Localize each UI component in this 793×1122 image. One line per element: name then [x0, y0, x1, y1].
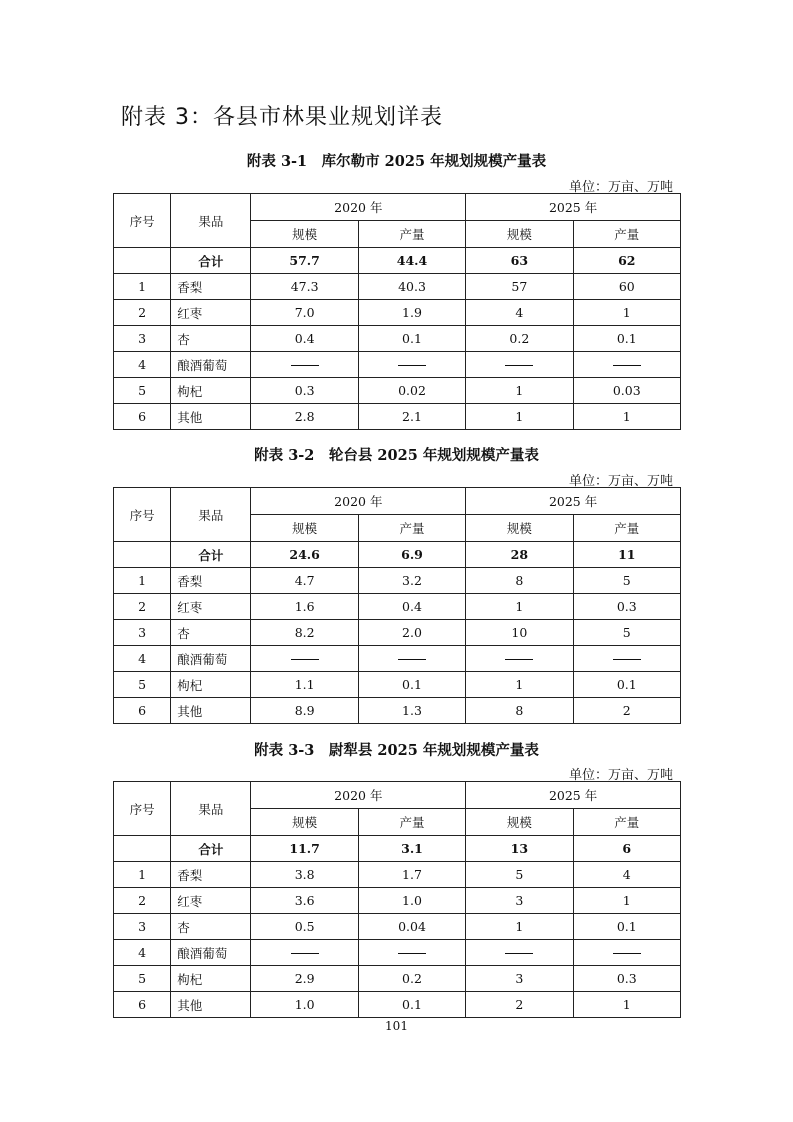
value-cell [573, 352, 680, 378]
seq-cell: 6 [114, 698, 171, 724]
data-table [113, 193, 681, 430]
seq-cell: 6 [114, 404, 171, 430]
table-row [114, 274, 681, 300]
value-cell: 0.1 [573, 672, 680, 698]
value-cell: 7.0 [251, 300, 358, 326]
value-cell: 1 [466, 914, 573, 940]
seq-cell: 5 [114, 672, 171, 698]
table-row [114, 914, 681, 940]
header-row [114, 194, 681, 221]
value-cell: 1 [466, 404, 573, 430]
header-2020: 2020 年 [251, 782, 466, 809]
header-output: 产量 [358, 221, 465, 248]
header-output: 产量 [358, 515, 465, 542]
value-cell: 1 [573, 300, 680, 326]
total-label: 合计 [171, 836, 251, 862]
value-cell: 0.02 [358, 378, 465, 404]
value-cell: 1.0 [358, 888, 465, 914]
value-cell: 1 [573, 992, 680, 1018]
data-table [113, 487, 681, 724]
table-row [114, 646, 681, 672]
fruit-name: 香梨 [171, 274, 251, 300]
value-cell: 2.8 [251, 404, 358, 430]
value-cell: 0.03 [573, 378, 680, 404]
value-cell [466, 646, 573, 672]
empty-dash [613, 365, 641, 366]
value-cell: 4.7 [251, 568, 358, 594]
value-cell: 8 [466, 698, 573, 724]
value-cell: 2 [466, 992, 573, 1018]
empty-dash [398, 365, 426, 366]
header-2025: 2025 年 [466, 488, 681, 515]
seq-cell: 3 [114, 914, 171, 940]
empty-dash [505, 365, 533, 366]
empty-dash [291, 659, 319, 660]
total-cell: 62 [573, 248, 680, 274]
seq-cell: 4 [114, 940, 171, 966]
value-cell: 0.2 [358, 966, 465, 992]
value-cell: 5 [573, 568, 680, 594]
empty-dash [291, 365, 319, 366]
table-row [114, 698, 681, 724]
value-cell: 3 [466, 888, 573, 914]
value-cell: 0.5 [251, 914, 358, 940]
value-cell: 1.1 [251, 672, 358, 698]
empty-dash [398, 659, 426, 660]
seq-cell [114, 836, 171, 862]
value-cell: 0.1 [358, 326, 465, 352]
value-cell: 2.0 [358, 620, 465, 646]
fruit-name: 红枣 [171, 888, 251, 914]
fruit-name: 枸杞 [171, 966, 251, 992]
fruit-name: 香梨 [171, 568, 251, 594]
seq-cell: 1 [114, 274, 171, 300]
seq-cell: 5 [114, 966, 171, 992]
value-cell: 1 [466, 672, 573, 698]
value-cell: 2 [573, 698, 680, 724]
table-row [114, 300, 681, 326]
table-row [114, 352, 681, 378]
fruit-name: 杏 [171, 914, 251, 940]
header-2025: 2025 年 [466, 782, 681, 809]
value-cell [251, 352, 358, 378]
total-cell: 11.7 [251, 836, 358, 862]
seq-cell: 4 [114, 646, 171, 672]
header-seq: 序号 [114, 488, 171, 542]
total-cell: 6 [573, 836, 680, 862]
table-row [114, 992, 681, 1018]
table-title: 附表 3-2 轮台县 2025 年规划规模产量表 [254, 447, 539, 464]
fruit-name: 杏 [171, 326, 251, 352]
total-cell: 28 [466, 542, 573, 568]
seq-cell: 2 [114, 300, 171, 326]
value-cell: 1 [466, 378, 573, 404]
value-cell: 0.1 [358, 992, 465, 1018]
fruit-name: 红枣 [171, 594, 251, 620]
total-cell: 44.4 [358, 248, 465, 274]
unit-label: 单位：万亩、万吨 [568, 180, 673, 195]
total-cell: 63 [466, 248, 573, 274]
table-row [114, 326, 681, 352]
total-row [114, 248, 681, 274]
value-cell [251, 646, 358, 672]
value-cell: 8.9 [251, 698, 358, 724]
value-cell [358, 940, 465, 966]
header-output: 产量 [358, 809, 465, 836]
table-row [114, 620, 681, 646]
total-label: 合计 [171, 542, 251, 568]
fruit-name: 其他 [171, 992, 251, 1018]
header-output: 产量 [573, 221, 680, 248]
value-cell [358, 646, 465, 672]
value-cell: 2.1 [358, 404, 465, 430]
fruit-name: 其他 [171, 404, 251, 430]
header-fruit: 果品 [171, 194, 251, 248]
value-cell: 1 [573, 404, 680, 430]
empty-dash [398, 953, 426, 954]
table-row [114, 862, 681, 888]
value-cell: 0.4 [251, 326, 358, 352]
value-cell: 10 [466, 620, 573, 646]
fruit-name: 香梨 [171, 862, 251, 888]
value-cell: 1.0 [251, 992, 358, 1018]
value-cell: 8 [466, 568, 573, 594]
seq-cell [114, 248, 171, 274]
fruit-name: 红枣 [171, 300, 251, 326]
page-title: 附表 3：各县市林果业规划详表 [121, 105, 443, 130]
value-cell: 4 [466, 300, 573, 326]
seq-cell: 5 [114, 378, 171, 404]
seq-cell: 4 [114, 352, 171, 378]
total-row [114, 542, 681, 568]
value-cell: 3.6 [251, 888, 358, 914]
table-row [114, 888, 681, 914]
unit-label: 单位：万亩、万吨 [568, 474, 673, 489]
value-cell: 0.3 [251, 378, 358, 404]
total-cell: 13 [466, 836, 573, 862]
header-2020: 2020 年 [251, 194, 466, 221]
header-seq: 序号 [114, 194, 171, 248]
seq-cell [114, 542, 171, 568]
seq-cell: 3 [114, 620, 171, 646]
value-cell: 1.3 [358, 698, 465, 724]
seq-cell: 3 [114, 326, 171, 352]
value-cell: 0.1 [573, 326, 680, 352]
value-cell: 1 [466, 594, 573, 620]
value-cell: 0.3 [573, 594, 680, 620]
value-cell: 0.2 [466, 326, 573, 352]
header-2020: 2020 年 [251, 488, 466, 515]
header-output: 产量 [573, 809, 680, 836]
total-cell: 3.1 [358, 836, 465, 862]
value-cell: 0.1 [358, 672, 465, 698]
value-cell: 60 [573, 274, 680, 300]
value-cell: 5 [466, 862, 573, 888]
value-cell: 57 [466, 274, 573, 300]
value-cell: 3 [466, 966, 573, 992]
table-title: 附表 3-1 库尔勒市 2025 年规划规模产量表 [246, 153, 547, 170]
seq-cell: 1 [114, 862, 171, 888]
empty-dash [291, 953, 319, 954]
empty-dash [613, 953, 641, 954]
fruit-name: 枸杞 [171, 672, 251, 698]
total-cell: 11 [573, 542, 680, 568]
value-cell: 3.2 [358, 568, 465, 594]
value-cell: 5 [573, 620, 680, 646]
value-cell: 1 [573, 888, 680, 914]
value-cell [466, 352, 573, 378]
total-cell: 57.7 [251, 248, 358, 274]
total-cell: 6.9 [358, 542, 465, 568]
total-label: 合计 [171, 248, 251, 274]
header-scale: 规模 [466, 515, 573, 542]
empty-dash [505, 953, 533, 954]
value-cell: 1.6 [251, 594, 358, 620]
value-cell: 2.9 [251, 966, 358, 992]
table-row [114, 568, 681, 594]
value-cell: 1.9 [358, 300, 465, 326]
seq-cell: 2 [114, 888, 171, 914]
value-cell: 3.8 [251, 862, 358, 888]
value-cell: 47.3 [251, 274, 358, 300]
header-scale: 规模 [251, 515, 358, 542]
table-row [114, 672, 681, 698]
unit-label: 单位：万亩、万吨 [568, 768, 673, 783]
total-cell: 24.6 [251, 542, 358, 568]
value-cell [466, 940, 573, 966]
table-row [114, 966, 681, 992]
value-cell [573, 646, 680, 672]
fruit-name: 其他 [171, 698, 251, 724]
value-cell: 0.1 [573, 914, 680, 940]
value-cell [573, 940, 680, 966]
seq-cell: 2 [114, 594, 171, 620]
table-row [114, 940, 681, 966]
fruit-name: 酿酒葡萄 [171, 940, 251, 966]
total-row [114, 836, 681, 862]
seq-cell: 6 [114, 992, 171, 1018]
value-cell: 1.7 [358, 862, 465, 888]
value-cell [251, 940, 358, 966]
value-cell [358, 352, 465, 378]
header-fruit: 果品 [171, 782, 251, 836]
header-fruit: 果品 [171, 488, 251, 542]
page-number: 101 [385, 1019, 408, 1033]
header-scale: 规模 [466, 221, 573, 248]
value-cell: 0.4 [358, 594, 465, 620]
fruit-name: 杏 [171, 620, 251, 646]
header-scale: 规模 [466, 809, 573, 836]
header-seq: 序号 [114, 782, 171, 836]
header-row [114, 782, 681, 809]
value-cell: 0.3 [573, 966, 680, 992]
header-2025: 2025 年 [466, 194, 681, 221]
header-row [114, 488, 681, 515]
header-scale: 规模 [251, 809, 358, 836]
header-scale: 规模 [251, 221, 358, 248]
table-row [114, 378, 681, 404]
fruit-name: 酿酒葡萄 [171, 352, 251, 378]
fruit-name: 酿酒葡萄 [171, 646, 251, 672]
fruit-name: 枸杞 [171, 378, 251, 404]
seq-cell: 1 [114, 568, 171, 594]
value-cell: 40.3 [358, 274, 465, 300]
empty-dash [505, 659, 533, 660]
value-cell: 8.2 [251, 620, 358, 646]
table-title: 附表 3-3 尉犁县 2025 年规划规模产量表 [254, 742, 539, 759]
data-table [113, 781, 681, 1018]
table-row [114, 594, 681, 620]
empty-dash [613, 659, 641, 660]
header-output: 产量 [573, 515, 680, 542]
value-cell: 4 [573, 862, 680, 888]
table-row [114, 404, 681, 430]
value-cell: 0.04 [358, 914, 465, 940]
